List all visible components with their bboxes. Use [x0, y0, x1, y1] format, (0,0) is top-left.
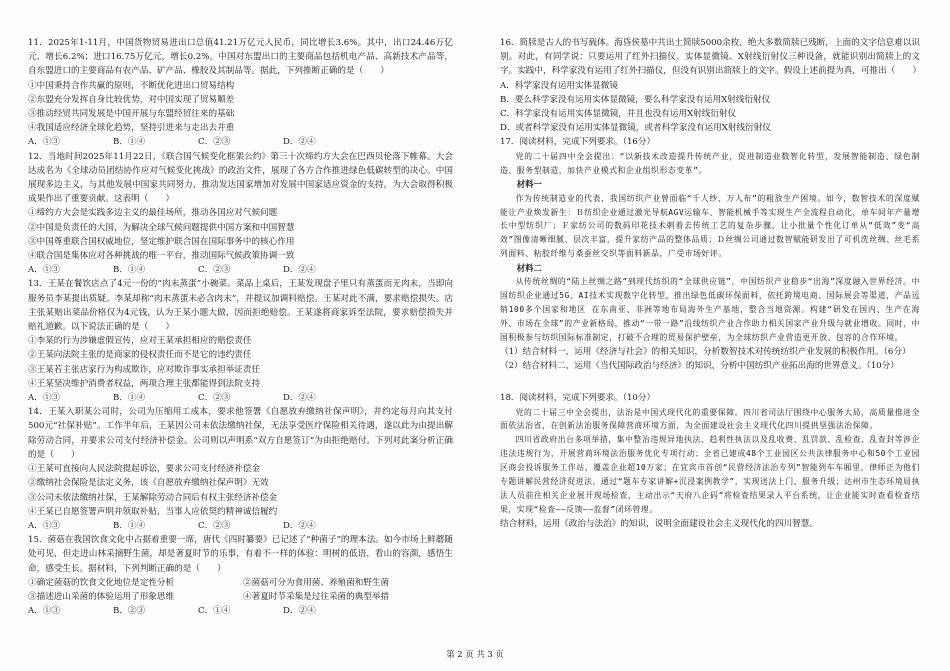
q11-opt-2: ②东盟充分发挥自身比较优势，对中国实现了贸易顺差 [28, 94, 235, 105]
q15-stem: 15．菌菇在我国饮食文化中占据着重要一席，唐代《四时纂要》已记述了“种菌子”的理本法。如今市场上鲜蘑随处可见，但走进山林采摘野生菌，却是著夏时节的乐事，有着不一样的体验：明树的低语，看山的容颜，感悟生命，感受生长。据材料，下列判断正确的是（ ） [28, 535, 453, 574]
q14-choices [28, 519, 453, 533]
page-footer: 第 2 页 共 3 页 [446, 649, 504, 659]
q14-opt-4: ④王某已自愿签署声明并领取补贴，当事人应依契约精神诚信履约 [28, 506, 278, 517]
q17-intro: 党的二十届四中全会提出：“以新技术改造提升传统产业，促进制造业数智化转型，发展智能制造、绿色制造、服务型制造，加快产业模式和企业组织形态变革”。 [500, 151, 920, 175]
choice-b: B．①④ [113, 393, 146, 404]
choice-a: A．①③ [28, 137, 60, 148]
q14-opt-1: ①王某可直接向人民法院提起诉讼，要求公司支付经济补偿金 [28, 464, 261, 475]
q18-title: 18．阅读材料，完成下列要求。（10分） [500, 393, 656, 404]
q13-stem: 13．王某在餐饮店点了4元一份的“肉末蒸蛋”小碗菜。菜品上桌后，王某发现盘子里只有蒸蛋而无肉末，当即向服务员李某提出质疑。李某却称“肉末蒸蛋未必含肉末”，并提议加调料赔偿。王某对此不满，要求赔偿损失。店主张某赔出菜品价格仅为4元钱，认为王某小题大做，因而拒绝赔偿。王某遂将商家诉至法院，要求赔偿损失并赔礼道歉。以下说法正确的是（ ） [28, 279, 453, 333]
q13-opt-3: ③王某若主张店家行为构成欺诈，应对欺诈事实承担举证责任 [28, 364, 261, 375]
q13-choices [28, 391, 453, 405]
q17-requirement-2: （2）结合材料二，运用《当代国际政治与经济》的知识，分析中国纺织产业拓出海的世界意义。（10分） [500, 361, 899, 372]
q17-material1-title: 材料一 [516, 179, 542, 190]
choice-a: A．①③ [28, 520, 60, 531]
q11-stem: 11．2025年1-11月，中国货物贸易进出口总值41.21万亿元人民币，同比增长3.6%。其中，出口24.46万亿元，增长6.2%；进口16.75万亿元，增长0.2%。中国对东盟出口的主要商品包括机电产品、高新技术产品等，自东盟进口的主要商品有农产品、矿产品、橡胶及其制品等。据此，下列推断正确的是（ ） [28, 38, 453, 77]
choice-c: C．②③ [198, 393, 231, 404]
choice-b: B．①④ [113, 265, 146, 276]
choice-c: C．①④ [198, 606, 231, 617]
left-column [28, 36, 453, 618]
q18-body-1: 党的二十届三中全会提出，法治是中国式现代化的重要保障。四川省司法厅围绕中心服务大局，高质量推进全面依法治省，在创新法治服务保障营商环境方面，为全面建设社会主义现代化四川提供坚强法治保障。 [500, 407, 920, 431]
q12-opt-3: ③中国尊重联合国权威地位，坚定维护联合国在国际事务中的核心作用 [28, 236, 295, 247]
q12-opt-4: ④联合国是集体应对各种挑战的唯一平台，推动国际气候政策协调一致 [28, 251, 295, 262]
q15-opt-2: ②菌菇可分为食用菌、养殖菌和野生菌 [243, 577, 390, 588]
choice-c: C．②③ [198, 137, 231, 148]
q14-opt-2: ②缴纳社会保险是法定义务，该《自愿放弃缴纳社保声明》无效 [28, 478, 269, 489]
q15-opt-1: ①确定菌菇的饮食文化地位是定性分析 [28, 577, 175, 588]
q11-opt-4: ④我国适应经济全球化趋势，坚持引进来与走出去并重 [28, 123, 235, 134]
q12-opt-1: ①缔约方大会是实践多边主义的最佳场所，推动各国应对气候问题 [28, 208, 278, 219]
q17-title: 17．阅读材料，完成下列要求。（16分） [500, 137, 656, 148]
q15-opt-row-2 [28, 590, 453, 604]
q14-stem: 14．王某入职某公司时，公司为压缩用工成本，要求他签署《自愿放弃缴纳社保声明》，并约定每月向其支付500元“社保补贴”。工作半年后，王某因公司未依法缴纳社保，无法享受医疗保险相关待遇，遂以此为由提出解除劳动合同，并要求公司支付经济补偿金。公司则以声明系“双方自愿签订”为由拒绝赔付。下列对此案分析正确的是（ ） [28, 407, 453, 460]
choice-a: A．①③ [28, 606, 60, 617]
choice-b: B．②③ [113, 606, 146, 617]
q16-opt-c: C．科学家没有运用实体显微镜，并且也没有运用X射线衍射仪 [500, 109, 737, 120]
q11-opt-1: ①中国秉持合作共赢的原则，不断优化进出口贸易结构 [28, 80, 235, 91]
q15-opt-3: ③描述进山采菌的体验运用了形象思维 [28, 591, 175, 602]
choice-c: C．②③ [198, 520, 231, 531]
q17-material2: 从传统丝绸的“陆上丝绸之路”到现代纺织的“全球供应链”，中国纺织产业稳步“出海”深度融入世界经济。中国纺织企业通过5G、AI技术实现数字化转型，推出绿色低碳环保面料，依托跨境电商、国际展会等渠道，产品远销100多个国家和地区 在东南亚、非洲等地布局海外生产基地，整合当地资源。构建“研发在国内、生产在海外、市场在全球”的产业新格局，推动“一带一路”沿线纺织产业合作助力相关国家产业升级与就业增收。同时，中国积极参与纺织国际标准制定，打破不合理的贸易保护壁垒，为全球纺织产业营造更开放、包容的合作环境。 [500, 277, 920, 342]
q17-material1: 作为传统制造业的代表，我国纺织产业曾面临“千人纱、万人布”的粗放生产困境。如今，数智技术的深度赋能让产业焕发新生：Ｂ纺织企业通过激光导航AGV运输车、智能机械手等实现生产全流程自动化，单车间年产量增长中型纺织厂；Ｆ家纺公司的数码印花技术刺着去传统工艺的复杂步骤，让小批量个性化订单从“低效”变“高效”图像清晰细腻、层次丰富，提升家纺产品的整体品质；Ｄ丝绸公司通过数智赋能研发出了可机洗丝绸、丝毛系列面料、粘胶纤维与桑蚕丝交织等面料新品，广受市场好评。 [500, 193, 920, 259]
q17-requirement-1: （1）结合材料一，运用《经济与社会》的相关知识，分析数智技术对传统纺织产业发展的积极作用。（6分） [500, 346, 911, 357]
choice-d: D．②④ [283, 520, 316, 531]
q18-body-2: 四川省政府出台多项举措，集中整治违规异地执法、趋利性执法以及乱收费、乱罚款、乱检查、乱查封等涉企违法违规行为，开展营商环境法治服务优化专项行动；全省已建成48个工业园区公共法律服务中心和50个工业园区商会投诉服务工作站，覆盖企业超10万家；在宜宾市首创“民营经济法治专列”智能列车车厢里，律师正为他们专题讲解民营经济促进法，通过“题车专家讲解+沉浸案例教学”，实现送法上门、服务升级；达州市生态环境局执法人员前往相关企业展开现场检查，主动出示“天府八企码”将检查结果录入平台系统，让企业能实时查看检查结果，实现“检查——反馈——监督”闭环管理。 [500, 435, 920, 514]
choice-d: D．②④ [283, 137, 316, 148]
q13-opt-2: ②王某向法院主张的是商家的侵权责任而不是它的违约责任 [28, 350, 252, 361]
q15-opt-4: ④著夏时节采集是过往采菌的典型举措 [243, 591, 390, 602]
q15-choices [28, 604, 453, 618]
q11-opt-3: ③推动经贸共同发展是中国开展与东盟经贸往来的基础 [28, 109, 235, 120]
q17-material2-title: 材料二 [516, 263, 542, 274]
choice-b: B．①④ [113, 520, 146, 531]
q18-requirement: 结合材料，运用《政治与法治》的知识，说明全面建设社会主义现代化的四川智慧。 [500, 518, 818, 529]
choice-d: D．②④ [283, 393, 316, 404]
q13-opt-4: ④王某坚决维护消费者权益，两项合理主张都能得到法院支持 [28, 378, 261, 389]
choice-c: C．②③ [198, 265, 231, 276]
choice-b: B．①④ [113, 137, 146, 148]
q16-opt-a: A．科学家没有运用实体显微镜 [500, 80, 618, 91]
q12-choices [28, 263, 453, 277]
q16-opt-b: B．要么科学家没有运用实体显微镜，要么科学家没有运用X射线衍射仪 [500, 94, 771, 105]
choice-a: A．①③ [28, 393, 60, 404]
q15-opt-row-1 [28, 576, 453, 590]
q12-stem: 12．当地时间2025年11月22日，《联合国气候变化框架公约》第三十次缔约方大会在巴西贝伦落下帷幕。大会达成名为《全球动员团结协作应对气候变化挑战》的政治文件，展现了各方合作推进绿色低碳转型的决心。中国展现多边主义，与其他发展中国家共同努力，推动发达国家增加对发展中国家适应资金的支持，为大会取得积极成果作出了重要贡献。这表明（ ） [28, 151, 453, 205]
q16-opt-d: D．或者科学家没有运用实体显微镜，或者科学家没有运用X射线衍射仪 [500, 123, 771, 134]
q11-choices [28, 135, 453, 149]
q14-opt-3: ③公司未依法缴纳社保，王某解除劳动合同后有权主张经济补偿金 [28, 492, 278, 503]
q12-opt-2: ②中国是负责任的大国，为解决全球气候问题提供中国方案和中国智慧 [28, 222, 295, 233]
choice-d: D．②④ [283, 606, 316, 617]
right-column [500, 36, 920, 531]
q13-opt-1: ①李某的行为涉嫌虚假宣传，应对王某承担相应的赔偿责任 [28, 336, 252, 347]
q16-stem: 16．简牍是古人的书写载体。海昏侯墓中共出土简牍5000余枚，绝大多数简牍已残断，上面的文字信息难以识别。对此，有同学说：只要运用了红外扫描仪、实体显微镜、X射线衍射仪三种设备，就能识别出简牍上的文字。实践中，科学家没有运用了红外扫描仪，但没有识别出简牍上的文字。假设上述前提为真，可推出（ ） [500, 38, 922, 77]
choice-a: A．①③ [28, 265, 60, 276]
choice-d: D．②④ [283, 265, 316, 276]
